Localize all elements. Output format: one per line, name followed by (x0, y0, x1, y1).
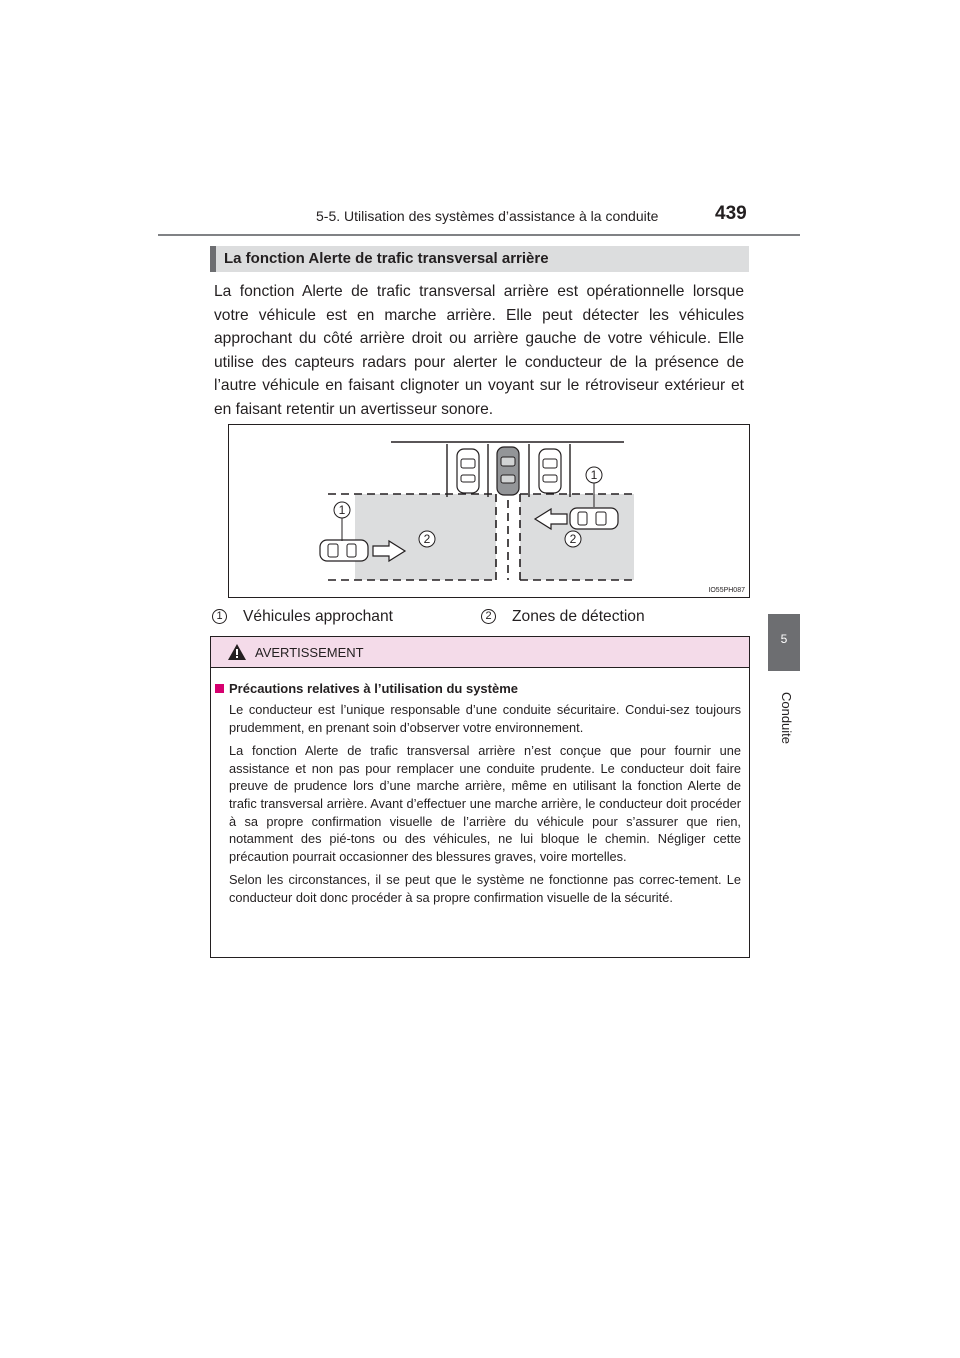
warning-paragraph: La fonction Alerte de trafic transversal arrière n’est conçue que pour fournir une assistance et non pas pour remplacer une conduite prudente. Le conducteur doit faire preuve de prudence lors d’une marche arrière, même en utilisant la fonction Alerte de trafic transversal arrière. Avant d’effectuer une marche arrière, le conducteur doit procéder à sa propre confirmation visuelle de l’arrière du véhicule pour s’assurer que rien, notamment des pié-tons ou des véhicules, ne lui bloque le chemin. Négliger cette précaution pourrait occasionner des blessures graves, voire mortelles. (229, 743, 741, 864)
section-heading-accent (210, 246, 216, 272)
warning-body (229, 701, 741, 913)
callout-1-right: 1 (590, 468, 598, 482)
callout-1-left: 1 (338, 503, 346, 517)
own-vehicle-reversing (497, 447, 519, 495)
legend-item-vehicles (212, 608, 393, 626)
chapter-tab[interactable] (768, 614, 800, 671)
warning-title (215, 681, 518, 696)
warning-label: AVERTISSEMENT (255, 645, 364, 660)
legend-number: 1 (212, 609, 227, 624)
detection-diagram-svg (229, 425, 749, 597)
figure-code: IO55PH087 (708, 587, 745, 594)
detection-diagram (228, 424, 750, 598)
chapter-section-title: 5-5. Utilisation des systèmes d’assistance à la conduite (316, 208, 659, 224)
callout-2-left: 2 (423, 532, 431, 546)
header-divider (158, 234, 800, 236)
callout-2-right: 2 (569, 532, 577, 546)
section-heading-bar (210, 246, 749, 272)
warning-box (210, 636, 750, 958)
warning-paragraph: Selon les circonstances, il se peut que le système ne fonctionne pas correc-tement. Le conducteur doit donc procéder à sa propre confirmation visuelle de la sécurité. (229, 872, 741, 905)
legend-text: Véhicules approchant (243, 608, 393, 625)
approaching-car-right (570, 508, 618, 529)
legend-text: Zones de détection (512, 608, 645, 625)
warning-paragraph: Le conducteur est l’unique responsable d’une conduite sécuritaire. Condui-sez toujours prudemment, en prenant soin d’observer votre environnement. (229, 702, 741, 735)
intro-paragraph: La fonction Alerte de trafic transversal arrière est opérationnelle lorsque votre véhicule est en marche arrière. Elle peut détecter les véhicules approchant du côté arrière droit ou arrière gauche de votre véhicule. Elle utilise des capteurs radars pour alerter le conducteur de la présence de l’autre véhicule en faisant clignoter un voyant sur le rétroviseur extérieur et en faisant retentir un avertisseur sonore. (214, 283, 744, 418)
page-number: 439 (715, 203, 747, 224)
approaching-car-left (320, 540, 368, 561)
legend-item-zones (481, 608, 645, 626)
bullet-square-icon (215, 684, 224, 693)
chapter-tab-label: Conduite (779, 691, 794, 745)
section-title: La fonction Alerte de trafic transversal arrière (224, 250, 549, 267)
parked-car-right (539, 449, 561, 493)
warning-header (211, 637, 749, 668)
warning-triangle-icon (227, 643, 247, 661)
parked-car-left (457, 449, 479, 493)
chapter-tab-number: 5 (780, 632, 788, 646)
warning-title-text: Précautions relatives à l’utilisation du système (229, 681, 518, 696)
legend-number: 2 (481, 609, 496, 624)
